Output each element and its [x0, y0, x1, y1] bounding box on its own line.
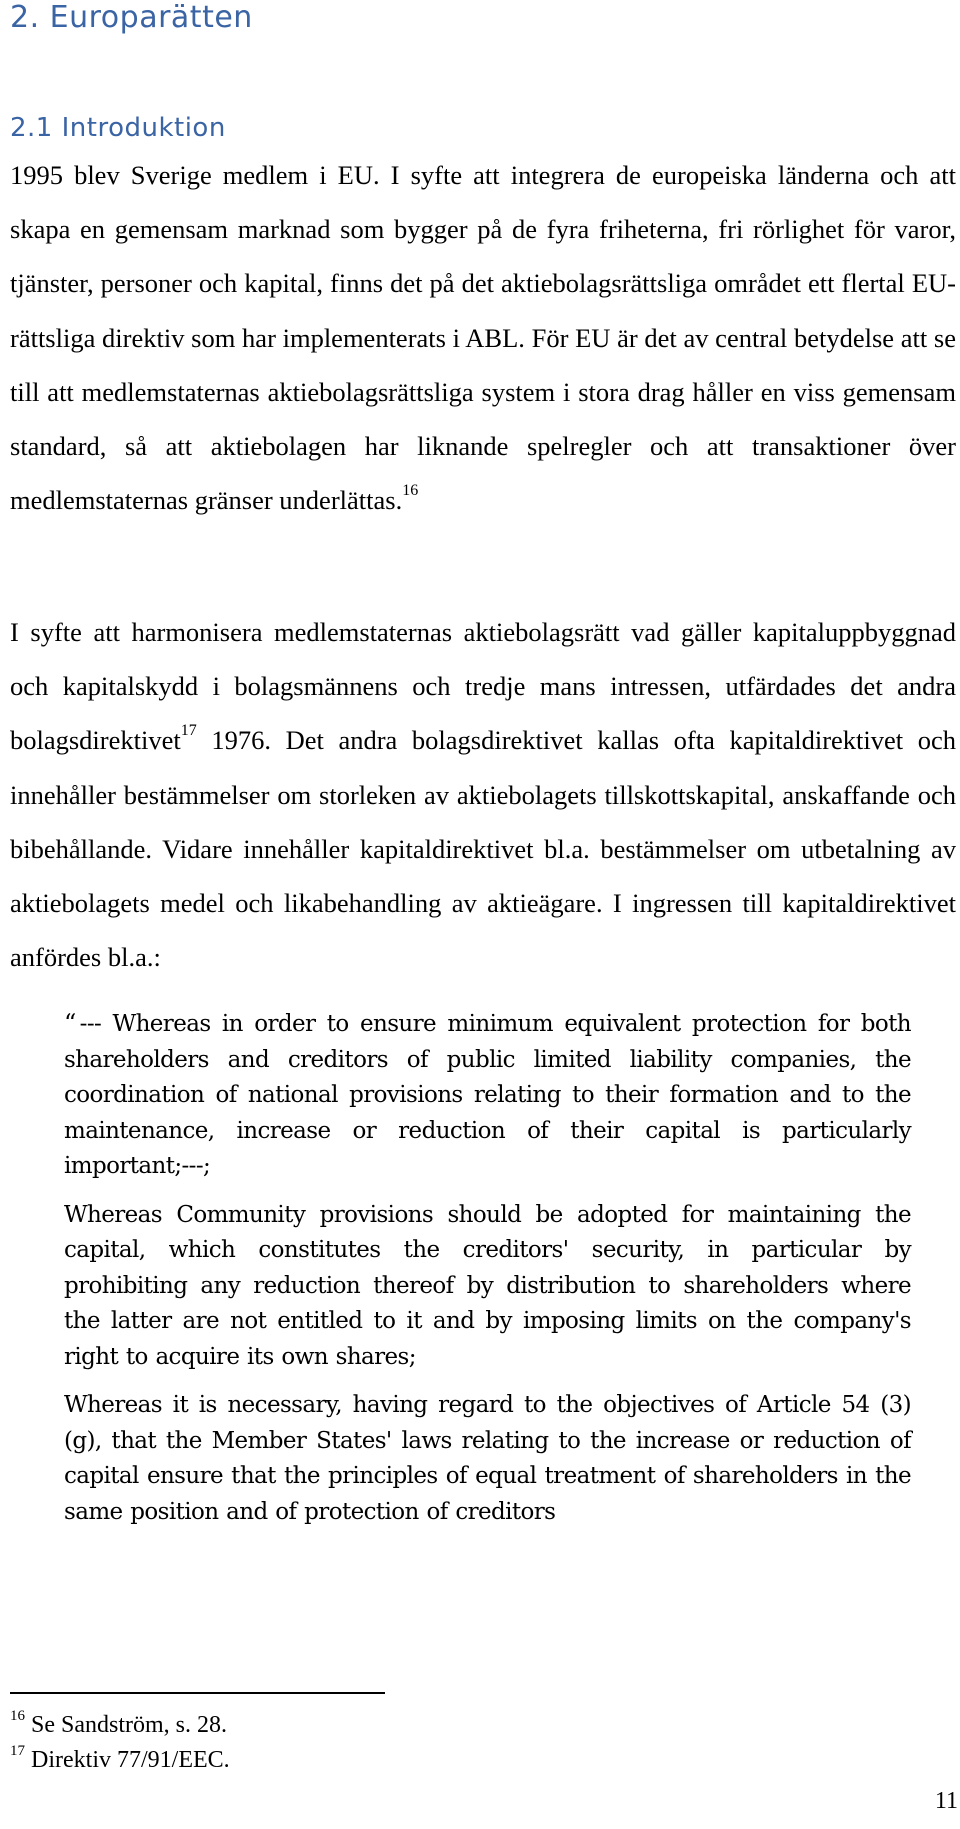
chapter-heading: 2. Europarätten — [10, 0, 253, 35]
quote-paragraph-3: Whereas it is necessary, having regard to the objectives of Article 54 (3) (g), that the Member States' laws relating to the increase or reduction of capital ensure that the principles of equal treatment of shareholders in the same position and of protection of creditors — [64, 1392, 911, 1525]
footnotes — [10, 1708, 230, 1778]
directive-paragraph-text-before: I syfte att harmonisera medlemstaternas aktiebolagsrätt vad gäller kapitaluppbyggnad och kapitalskydd i bolagsmännens och tredje mans intressen, utfärdades det andra bolagsdirektivet — [10, 617, 956, 756]
quote-paragraph-1-text: --- Whereas in order to ensure minimum equivalent protection for both shareholders and creditors of public limited liability companies, the coordination of national provisions relating to their formation and to the maintenance, increase or reduction of their capital is particularly important;---; — [64, 1011, 911, 1179]
section-heading: 2.1 Introduktion — [10, 113, 226, 143]
footnote-ref-17[interactable]: 17 — [180, 722, 197, 740]
footnote-16 — [10, 1708, 230, 1743]
page-number: 11 — [934, 1788, 958, 1814]
directive-paragraph — [10, 605, 956, 984]
footnote-number: 17 — [10, 1743, 25, 1759]
directive-paragraph-text-after: 1976. Det andra bolagsdirektivet kallas ofta kapitaldirektivet och innehåller bestämmelser om storleken av aktiebolagets tillskottskapital, anskaffande och bibehållande. Vidare innehåller kapitaldirektivet bl.a. bestämmelser om utbetalning av aktiebolagets medel och likabehandling av aktieägare. I ingressen till kapitaldirektivet anfördes bl.a.: — [10, 725, 956, 973]
block-quote — [64, 1006, 911, 1543]
quote-open-mark: “ — [64, 1009, 76, 1037]
footnote-number: 16 — [10, 1708, 25, 1724]
footnote-text: Se Sandström, s. 28. — [31, 1712, 228, 1738]
intro-paragraph-text: 1995 blev Sverige medlem i EU. I syfte att integrera de europeiska länderna och att skapa en gemensam marknad som bygger på de fyra friheterna, fri rörlighet för varor, tjänster, personer och kapital, finns det på det aktiebolagsrättsliga området ett flertal EU- rättsliga direktiv som har implementerats i ABL. För EU är det av central betydelse att se till att medlemstaternas aktiebolagsrättsliga system i stora drag håller en viss gemensam standard, så att aktiebolagen har liknande spelregler och att transaktioner över medlemstaternas gränser underlättas. — [10, 160, 956, 516]
quote-paragraph-2: Whereas Community provisions should be adopted for maintaining the capital, which constitutes the creditors' security, in particular by prohibiting any reduction thereof by distribution to shareholders where the latter are not entitled to it and by imposing limits on the company's right to acquire its own shares; — [64, 1201, 911, 1370]
quote-paragraph-1 — [64, 1006, 911, 1185]
footnote-17 — [10, 1743, 230, 1778]
intro-paragraph — [10, 148, 956, 527]
footnote-text: Direktiv 77/91/EEC. — [31, 1747, 230, 1773]
footnote-ref-16[interactable]: 16 — [402, 482, 419, 500]
footnote-divider — [10, 1692, 385, 1694]
